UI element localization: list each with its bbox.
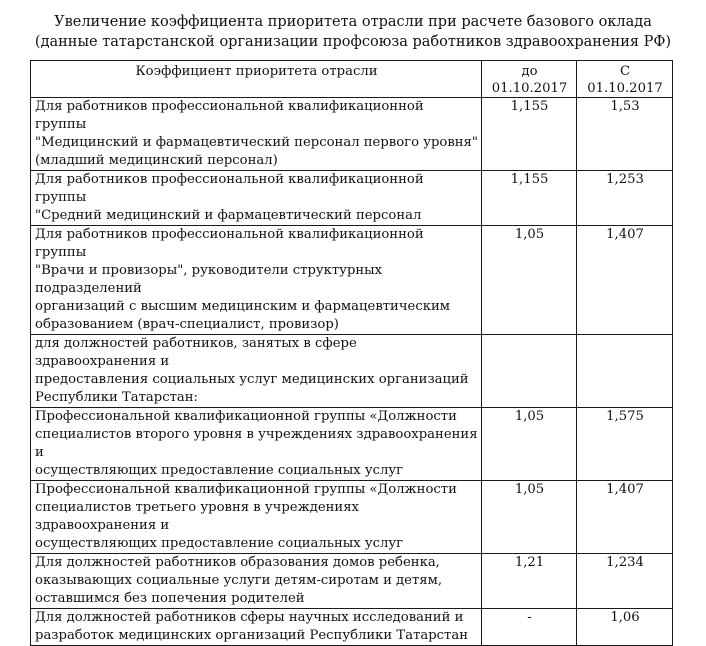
- header-before-date: до 01.10.2017: [482, 61, 577, 98]
- row-value-after: 1,06: [577, 609, 673, 646]
- row-value-before: [482, 335, 577, 408]
- row-value-after: 1,407: [577, 481, 673, 554]
- row-label: Для работников профессиональной квалификационной группы "Средний медицинский и фармацевтический персонал: [31, 171, 482, 226]
- table-row: [31, 554, 673, 609]
- table-row: [31, 335, 673, 408]
- row-value-after: [577, 335, 673, 408]
- row-label: Для должностей работников сферы научных исследований и разработок медицинских организаций Республики Татарстан: [31, 609, 482, 646]
- row-label: Для работников профессиональной квалификационной группы "Врачи и провизоры", руководители структурных подразделений организаций с высшим медицинским и фармацевтическим образованием (врач-специалист, провизор): [31, 226, 482, 335]
- row-label: Профессиональной квалификационной группы «Должности специалистов третьего уровня в учреждениях здравоохранения и осуществляющих предоставление социальных услуг: [31, 481, 482, 554]
- table-row: [31, 171, 673, 226]
- header-after-date: С 01.10.2017: [577, 61, 673, 98]
- table-header-row: [31, 61, 673, 98]
- table-row: [31, 408, 673, 481]
- row-label: для должностей работников, занятых в сфере здравоохранения и предоставления социальных услуг медицинских организаций Республики Татарстан:: [31, 335, 482, 408]
- table-row: [31, 481, 673, 554]
- title-line-2: (данные татарстанской организации профсоюза работников здравоохранения РФ): [34, 34, 672, 50]
- row-value-before: 1,155: [482, 171, 577, 226]
- coefficient-table: [30, 60, 673, 646]
- table-row: [31, 98, 673, 171]
- row-value-after: 1,234: [577, 554, 673, 609]
- document-title: [0, 12, 706, 52]
- row-value-before: 1,21: [482, 554, 577, 609]
- row-label: Для должностей работников образования домов ребенка, оказывающих социальные услуги детям-сиротам и детям, оставшимся без попечения родителей: [31, 554, 482, 609]
- row-value-after: 1,575: [577, 408, 673, 481]
- title-line-1: Увеличение коэффициента приоритета отрасли при расчете базового оклада: [54, 14, 652, 30]
- row-value-after: 1,407: [577, 226, 673, 335]
- table-row: [31, 609, 673, 646]
- table-row: [31, 226, 673, 335]
- row-value-before: 1,155: [482, 98, 577, 171]
- row-value-after: 1,53: [577, 98, 673, 171]
- row-value-before: -: [482, 609, 577, 646]
- row-label: Для работников профессиональной квалификационной группы "Медицинский и фармацевтический персонал первого уровня" (младший медицинский персонал): [31, 98, 482, 171]
- row-label: Профессиональной квалификационной группы «Должности специалистов второго уровня в учреждениях здравоохранения и осуществляющих предоставление социальных услуг: [31, 408, 482, 481]
- header-coefficient: Коэффициент приоритета отрасли: [31, 61, 482, 98]
- row-value-after: 1,253: [577, 171, 673, 226]
- row-value-before: 1,05: [482, 408, 577, 481]
- row-value-before: 1,05: [482, 481, 577, 554]
- row-value-before: 1,05: [482, 226, 577, 335]
